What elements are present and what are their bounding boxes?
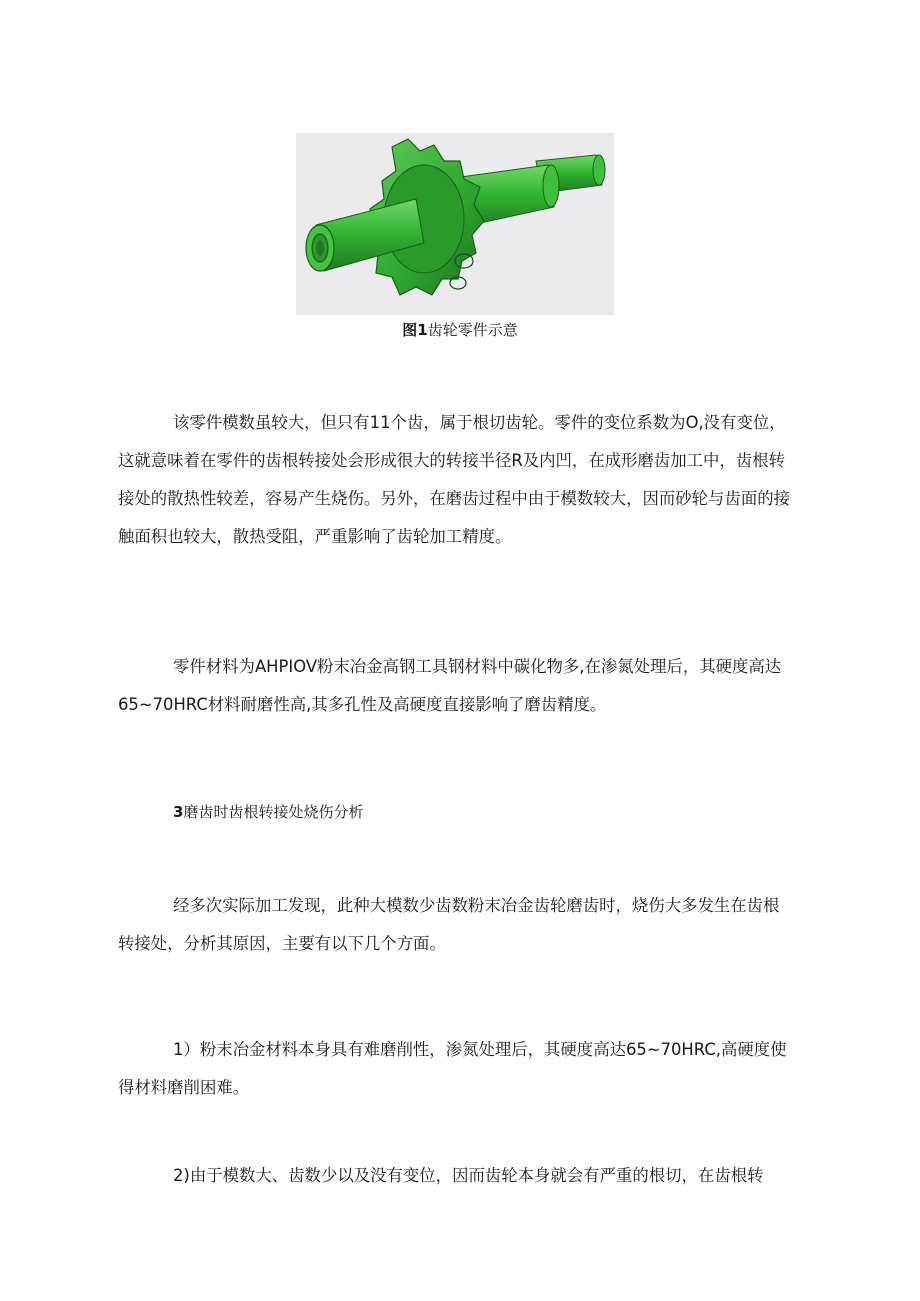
paragraph-gear-description: 该零件模数虽较大，但只有11个齿，属于根切齿轮。零件的变位系数为O,没有变位，这就意味着在零件的齿根转接处会形成很大的转接半径R及内凹，在成形磨齿加工中，齿根转接处的散热性较差，容易产生烧伤。另外，在磨齿过程中由于模数较大，因而砂轮与齿面的接触面积也较大，散热受阻，严重影响了齿轮加工精度。 [118,413,791,546]
section-title: 磨齿时齿根转接处烧伤分析 [183,803,364,821]
gear-part-illustration [296,133,614,315]
figure-number: 图1 [402,321,428,339]
figure-caption-text: 齿轮零件示意 [427,321,518,339]
paragraph-reason-2: 2)由于模数大、齿数少以及没有变位，因而齿轮本身就会有严重的根切，在齿根转 [173,1166,764,1185]
paragraph-analysis-intro: 经多次实际加工发现，此种大模数少齿数粉末冶金齿轮磨齿时，烧伤大多发生在齿根转接处，分析其原因，主要有以下几个方面。 [118,896,780,953]
paragraph-reason-1: 1）粉末冶金材料本身具有难磨削性，渗氮处理后，其硬度高达65~70HRC,高硬度使得材料磨削困难。 [118,1040,787,1097]
figure-caption [0,318,920,342]
section-number: 3 [173,803,184,821]
gear-figure [296,133,614,315]
section-heading [173,800,773,824]
paragraph-material: 零件材料为AHPIOV粉末冶金高钢工具钢材料中碳化物多,在渗氮处理后，其硬度高达65~70HRC材料耐磨性高,其多孔性及高硬度直接影响了磨齿精度。 [118,657,782,714]
